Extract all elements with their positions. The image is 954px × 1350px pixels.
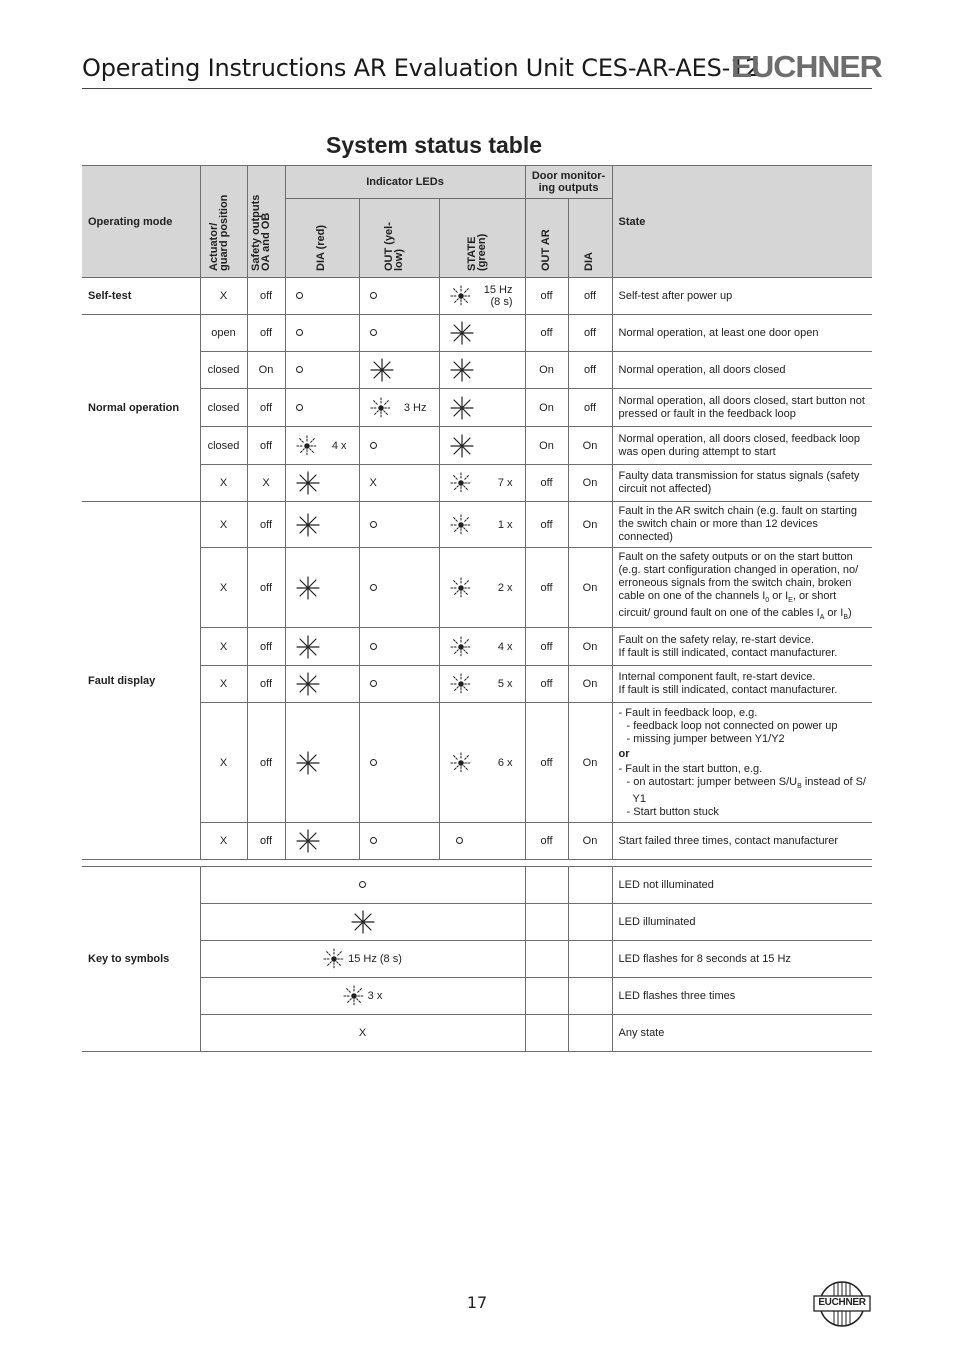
out-led-cell — [359, 315, 439, 352]
state-text: Fault on the safety outputs or on the start button (e.g. start configuration changed in operation, no/ erroneous signals from the switch chain, broken cable on one of the channels $I_0$ or $I_E$, or short circuit/ ground fault on one of the cables $I_A$ or $I_B$) — [612, 548, 872, 628]
state-led-cell — [439, 427, 525, 465]
led-off-icon — [370, 442, 377, 449]
out-led-cell: X — [359, 465, 439, 502]
actuator-cell: closed — [200, 389, 247, 427]
dia-led-cell — [285, 703, 359, 823]
dia-led-cell — [285, 628, 359, 666]
table-row — [82, 352, 872, 389]
key-symbol-cell: X — [200, 1015, 525, 1052]
table-row — [82, 315, 872, 352]
dia-cell: On — [568, 823, 612, 860]
led-off-icon — [296, 404, 303, 411]
led-off-icon — [370, 292, 377, 299]
out-led-cell — [359, 352, 439, 389]
dia-led-cell — [285, 389, 359, 427]
led-off-icon — [370, 584, 377, 591]
led-off-icon — [370, 521, 377, 528]
actuator-cell: open — [200, 315, 247, 352]
led-on-icon — [296, 576, 320, 600]
led-flashing-icon — [370, 397, 392, 419]
table-row — [82, 823, 872, 860]
dia-led-cell — [285, 548, 359, 628]
table-row — [82, 278, 872, 315]
state-text: Fault in the AR switch chain (e.g. fault on starting the switch chain or more than 12 devices connected) — [612, 502, 872, 548]
header-indicator-leds: Indicator LEDs — [285, 166, 525, 199]
safety-cell: off — [247, 315, 285, 352]
state-led-cell: 15 Hz (8 s) — [439, 278, 525, 315]
safety-cell: off — [247, 278, 285, 315]
header-dia-red: DIA (red) — [285, 199, 359, 278]
safety-cell: off — [247, 548, 285, 628]
safety-cell: off — [247, 427, 285, 465]
led-flashing-icon — [450, 577, 472, 599]
header-out-yellow: OUT (yel- low) — [359, 199, 439, 278]
key-symbol-cell — [200, 867, 525, 904]
key-desc: Any state — [612, 1015, 872, 1052]
document-title: Operating Instructions AR Evaluation Unit CES-AR-AES-12 — [82, 54, 761, 82]
led-flashing-icon — [450, 285, 472, 307]
table-row — [82, 548, 872, 628]
out-ar-cell: On — [525, 389, 568, 427]
safety-cell: off — [247, 628, 285, 666]
actuator-cell: X — [200, 548, 247, 628]
actuator-cell: X — [200, 465, 247, 502]
dia-cell: On — [568, 427, 612, 465]
key-row — [82, 978, 872, 1015]
led-on-icon — [450, 396, 474, 420]
key-row — [82, 941, 872, 978]
actuator-cell: X — [200, 502, 247, 548]
led-on-icon — [450, 321, 474, 345]
dia-led-cell — [285, 315, 359, 352]
key-desc: LED not illuminated — [612, 867, 872, 904]
actuator-cell: X — [200, 666, 247, 703]
table-row — [82, 703, 872, 823]
dia-cell: On — [568, 666, 612, 703]
dia-led-cell — [285, 502, 359, 548]
led-on-icon — [296, 751, 320, 775]
dia-cell: On — [568, 703, 612, 823]
led-on-icon — [370, 358, 394, 382]
key-symbol-cell — [200, 904, 525, 941]
out-ar-cell: off — [525, 703, 568, 823]
state-led-cell — [439, 352, 525, 389]
safety-cell: off — [247, 666, 285, 703]
actuator-cell: X — [200, 823, 247, 860]
dia-led-cell — [285, 352, 359, 389]
dia-cell: On — [568, 502, 612, 548]
table-row — [82, 502, 872, 548]
state-led-cell — [439, 389, 525, 427]
header-state: State — [612, 166, 872, 278]
mode-cell: Normal operation — [82, 315, 200, 502]
key-row — [82, 904, 872, 941]
led-on-icon — [450, 434, 474, 458]
led-flashing-icon — [450, 514, 472, 536]
key-desc: LED flashes three times — [612, 978, 872, 1015]
header-actuator: Actuator/ guard position — [200, 166, 247, 278]
out-ar-cell: off — [525, 502, 568, 548]
dia-cell: off — [568, 389, 612, 427]
led-off-icon — [359, 881, 366, 888]
led-flashing-icon — [450, 752, 472, 774]
header-divider — [82, 88, 872, 89]
led-off-icon — [456, 837, 463, 844]
led-flashing-icon — [343, 985, 365, 1007]
state-text: Normal operation, all doors closed — [612, 352, 872, 389]
out-led-cell: 3 Hz — [359, 389, 439, 427]
state-text: Start failed three times, contact manufacturer — [612, 823, 872, 860]
system-status-table — [82, 165, 872, 860]
led-flashing-icon — [450, 673, 472, 695]
header-dia: DIA — [568, 199, 612, 278]
actuator-cell: X — [200, 628, 247, 666]
led-off-icon — [296, 292, 303, 299]
page-number: 17 — [466, 1293, 488, 1312]
header-door-monitoring: Door monitor- ing outputs — [525, 166, 612, 199]
table-row — [82, 389, 872, 427]
key-to-symbols-table — [82, 866, 872, 1052]
state-text: Self-test after power up — [612, 278, 872, 315]
out-led-cell — [359, 666, 439, 703]
state-led-cell — [439, 315, 525, 352]
led-on-icon — [296, 513, 320, 537]
dia-cell: On — [568, 465, 612, 502]
state-led-cell — [439, 823, 525, 860]
led-on-icon — [296, 672, 320, 696]
led-flashing-icon — [450, 472, 472, 494]
state-led-cell: 5 x — [439, 666, 525, 703]
out-ar-cell: off — [525, 666, 568, 703]
led-flashing-icon — [296, 435, 318, 457]
key-symbol-cell: 15 Hz (8 s) — [200, 941, 525, 978]
state-led-cell: 1 x — [439, 502, 525, 548]
led-on-icon — [296, 471, 320, 495]
state-text: Normal operation, all doors closed, feedback loop was open during attempt to start — [612, 427, 872, 465]
table-row — [82, 666, 872, 703]
led-flashing-icon — [323, 948, 345, 970]
safety-cell: off — [247, 823, 285, 860]
key-desc: LED illuminated — [612, 904, 872, 941]
key-desc: LED flashes for 8 seconds at 15 Hz — [612, 941, 872, 978]
dia-cell: off — [568, 352, 612, 389]
state-text: Normal operation, at least one door open — [612, 315, 872, 352]
safety-cell: On — [247, 352, 285, 389]
mode-cell: Fault display — [82, 502, 200, 860]
state-led-cell: 2 x — [439, 548, 525, 628]
out-led-cell — [359, 628, 439, 666]
led-flashing-icon — [450, 636, 472, 658]
out-ar-cell: off — [525, 278, 568, 315]
led-off-icon — [296, 366, 303, 373]
out-ar-cell: off — [525, 465, 568, 502]
out-ar-cell: off — [525, 315, 568, 352]
table-row — [82, 628, 872, 666]
header-operating-mode: Operating mode — [82, 166, 200, 278]
led-on-icon — [351, 910, 375, 934]
led-off-icon — [370, 680, 377, 687]
actuator-cell: closed — [200, 352, 247, 389]
led-off-icon — [370, 759, 377, 766]
dia-led-cell: 4 x — [285, 427, 359, 465]
led-off-icon — [370, 837, 377, 844]
out-led-cell — [359, 502, 439, 548]
out-led-cell — [359, 823, 439, 860]
led-off-icon — [370, 643, 377, 650]
dia-led-cell — [285, 823, 359, 860]
dia-led-cell — [285, 465, 359, 502]
state-text: - Fault in feedback loop, e.g. - feedback loop not connected on power up - missing jumper between Y1/Y2 or - Fault in the start button, e.g. - on autostart: jumper between $S/U_B$ instead of S/ Y1 - Start button stuck — [612, 703, 872, 823]
dia-led-cell — [285, 666, 359, 703]
out-led-cell — [359, 703, 439, 823]
out-ar-cell: off — [525, 628, 568, 666]
state-text: Fault on the safety relay, re-start device. If fault is still indicated, contact manufacturer. — [612, 628, 872, 666]
state-text: Internal component fault, re-start device. If fault is still indicated, contact manufacturer. — [612, 666, 872, 703]
header-state-green: STATE (green) — [439, 199, 525, 278]
actuator-cell: X — [200, 278, 247, 315]
state-text: Normal operation, all doors closed, start button not pressed or fault in the feedback loop — [612, 389, 872, 427]
led-off-icon — [296, 329, 303, 336]
led-off-icon — [370, 329, 377, 336]
mode-cell: Self-test — [82, 278, 200, 315]
out-ar-cell: off — [525, 548, 568, 628]
section-title: System status table — [325, 132, 543, 158]
key-symbol-cell: 3 x — [200, 978, 525, 1015]
out-ar-cell: On — [525, 427, 568, 465]
out-led-cell — [359, 427, 439, 465]
led-on-icon — [296, 829, 320, 853]
dia-cell: On — [568, 548, 612, 628]
state-led-cell: 4 x — [439, 628, 525, 666]
actuator-cell: X — [200, 703, 247, 823]
dia-cell: off — [568, 315, 612, 352]
led-on-icon — [296, 635, 320, 659]
key-title: Key to symbols — [82, 867, 200, 1052]
state-led-cell: 7 x — [439, 465, 525, 502]
euchner-seal-logo: EUCHNER — [813, 1280, 871, 1328]
led-on-icon — [450, 358, 474, 382]
out-ar-cell: On — [525, 352, 568, 389]
actuator-cell: closed — [200, 427, 247, 465]
euchner-logo: EUCHNER — [731, 49, 882, 84]
safety-cell: off — [247, 703, 285, 823]
safety-cell: X — [247, 465, 285, 502]
out-ar-cell: off — [525, 823, 568, 860]
safety-cell: off — [247, 389, 285, 427]
dia-cell: On — [568, 628, 612, 666]
header-out-ar: OUT AR — [525, 199, 568, 278]
table-row — [82, 465, 872, 502]
out-led-cell — [359, 278, 439, 315]
header-safety-outputs: Safety outputs OA and OB — [247, 166, 285, 278]
key-row — [82, 867, 872, 904]
table-row — [82, 427, 872, 465]
dia-cell: off — [568, 278, 612, 315]
safety-cell: off — [247, 502, 285, 548]
state-led-cell: 6 x — [439, 703, 525, 823]
key-row — [82, 1015, 872, 1052]
out-led-cell — [359, 548, 439, 628]
state-text: Faulty data transmission for status signals (safety circuit not affected) — [612, 465, 872, 502]
dia-led-cell — [285, 278, 359, 315]
